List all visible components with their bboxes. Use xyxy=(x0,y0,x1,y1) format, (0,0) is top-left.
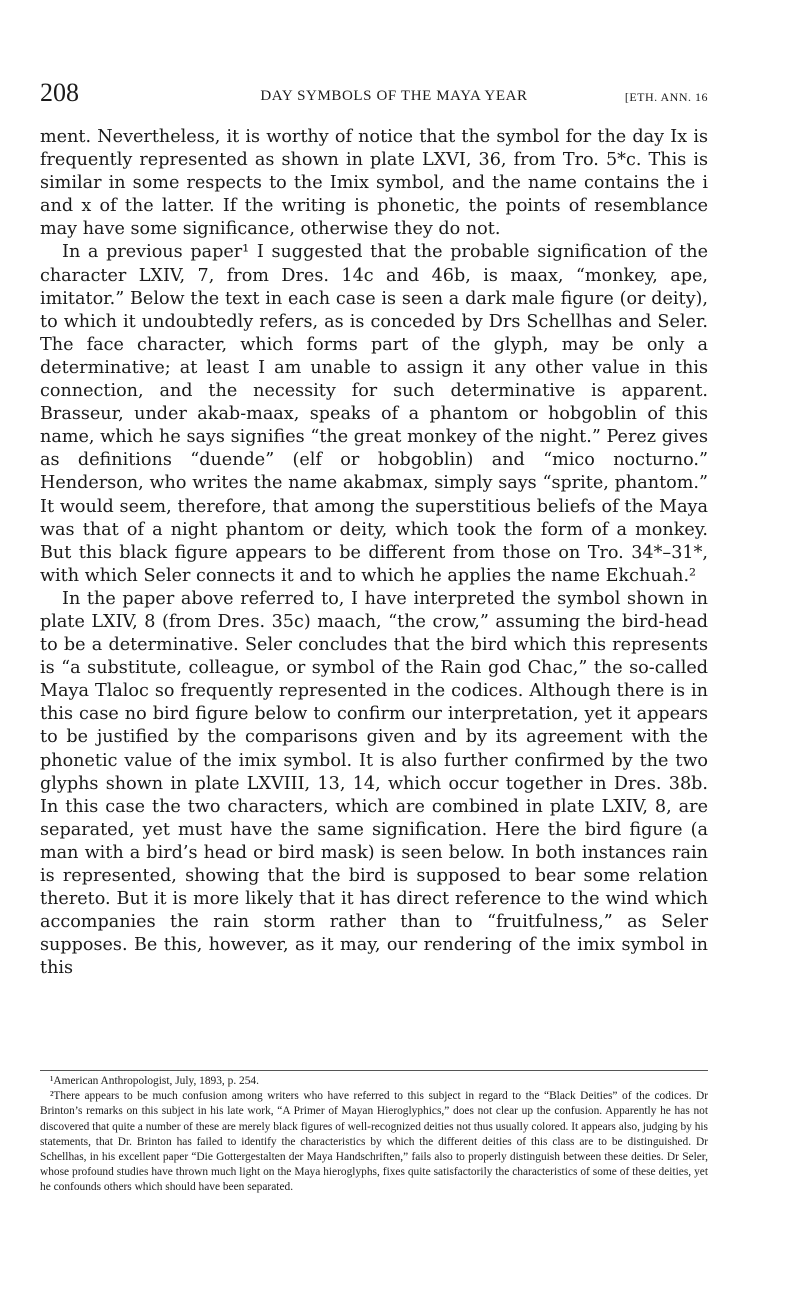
paragraph: In a previous paper¹ I suggested that the probable signification of the character LXIV, 7, from Dres. 14c and 46b, is maax, “monkey, ape, imitator.” Below the text in each case is seen a dark male figure (or deity), to which it undoubtedly refers, as is conceded by Drs Schellhas and Seler. The face character, which forms part of the glyph, may be only a determinative; at least I am unable to assign it any other value in this connection, and the necessity for such determinative is apparent. Brasseur, under akab-maax, speaks of a phantom or hobgoblin of this name, which he says signifies “the great monkey of the night.” Perez gives as definitions “duende” (elf or hobgoblin) and “mico nocturno.” Henderson, who writes the name akabmax, simply says “sprite, phantom.” It would seem, therefore, that among the superstitious beliefs of the Maya was that of a night phantom or deity, which took the form of a monkey. But this black figure appears to be different from those on Tro. 34*–31*, with which Seler connects it and to which he applies the name Ekchuah.² xyxy=(40,242,708,586)
series-tag: [ETH. ANN. 16 xyxy=(624,90,708,104)
paragraph: In the paper above referred to, I have interpreted the symbol shown in plate LXIV, 8 (from Dres. 35c) maach, “the crow,” assuming the bird-head to be a determinative. Seler concludes that the bird which this represents is “a substitute, colleague, or symbol of the Rain god Chac,” the so-called Maya Tlaloc so frequently represented in the codices. Although there is in this case no bird figure below to confirm our interpretation, yet it appears to be justified by the comparisons given and by its agreement with the phonetic value of the imix symbol. It is also further confirmed by the two glyphs shown in plate LXVIII, 13, 14, which occur together in Dres. 38b. In this case the two characters, which are combined in plate LXIV, 8, are separated, yet must have the same signification. Here the bird figure (a man with a bird’s head or bird mask) is seen below. In both instances rain is represented, showing that the bird is supposed to bear some relation thereto. But it is more likely that it has direct reference to the wind which accompanies the rain storm rather than to “fruitfulness,” as Seler supposes. Be this, however, as it may, our rendering of the imix symbol in this xyxy=(40,588,708,979)
running-head xyxy=(40,78,708,108)
body-text xyxy=(40,126,708,980)
footnotes xyxy=(40,1074,708,1196)
running-title: DAY SYMBOLS OF THE MAYA YEAR xyxy=(260,88,528,104)
footnote-divider xyxy=(40,1070,708,1071)
footnote: ²There appears to be much confusion among writers who have referred to this subject in regard to the “Black Deities” of the codices. Dr Brinton’s remarks on this subject in his late work, “A Primer of Mayan Hieroglyphics,” does not clear up the confusion. Apparently he has not discovered that quite a number of these are merely black figures of well-recognized deities not thus usually colored. It appears also, judging by his statements, that Dr. Brinton has failed to identify the characteristics by which the different deities of this class are to be distinguished. Dr Schellhas, in his excellent paper “Die Gottergestalten der Maya Handschriften,” fails also to properly distinguish between these deities. Dr Seler, whose profound studies have thrown much light on the Maya hieroglyphs, fixes quite satisfactorily the characteristics of some of these deities, yet he confounds others which should have been separated. xyxy=(40,1090,708,1194)
page-number: 208 xyxy=(40,78,79,107)
paragraph: ment. Nevertheless, it is worthy of notice that the symbol for the day Ix is frequently represented as shown in plate LXVI, 36, from Tro. 5*c. This is similar in some respects to the Imix symbol, and the name contains the i and x of the latter. If the writing is phonetic, the points of resemblance may have some significance, otherwise they do not. xyxy=(40,127,708,240)
footnote: ¹American Anthropologist, July, 1893, p. 254. xyxy=(50,1075,259,1087)
